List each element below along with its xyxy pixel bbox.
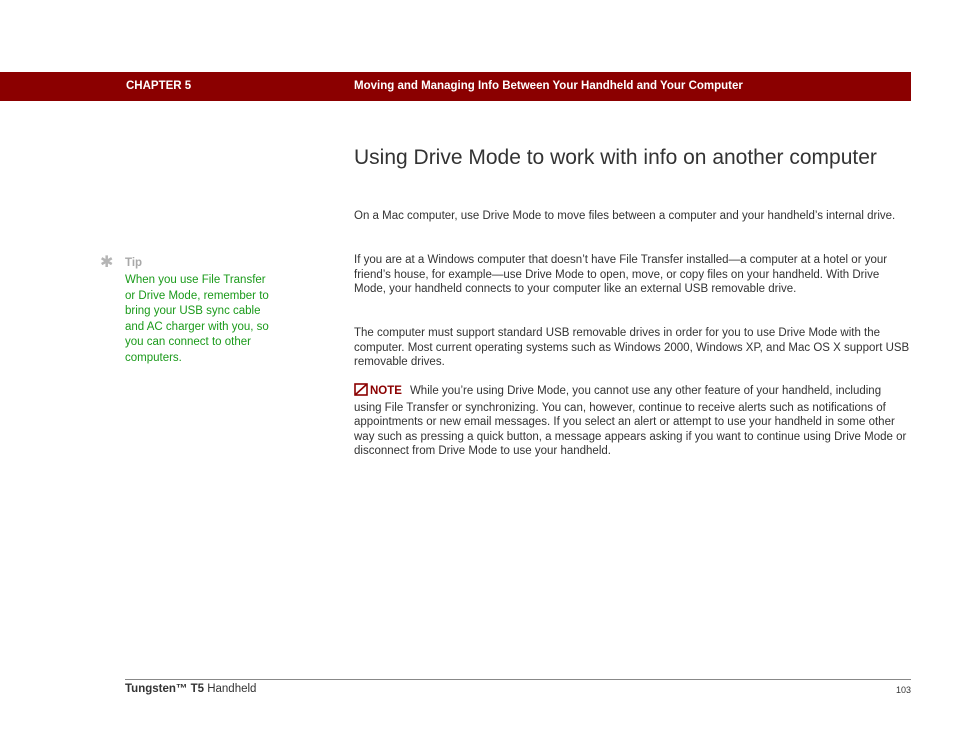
tip-label: Tip	[125, 257, 143, 269]
tip-text: When you use File Transfer or Drive Mode, remember to bring your USB sync cable and AC charger with you, so you can connect to other computers.	[125, 274, 269, 364]
asterisk-icon: ✱	[100, 254, 114, 271]
paragraph-requirements: The computer must support standard USB removable drives in order for you to use Drive Mode with the computer. Most current operating systems such as Windows 2000, Windows XP, and Mac OS X support USB removable drives.	[354, 327, 910, 368]
note-icon	[354, 383, 368, 401]
section-heading: Using Drive Mode to work with info on another computer	[354, 146, 877, 169]
footer-product-name	[125, 683, 256, 695]
footer-divider	[125, 679, 911, 680]
chapter-number: CHAPTER 5	[126, 80, 192, 92]
page-number: 103	[895, 685, 911, 695]
note-paragraph	[354, 383, 910, 459]
footer-product-suffix: Handheld	[204, 683, 257, 695]
paragraph-windows: If you are at a Windows computer that doesn’t have File Transfer installed—a computer at a hotel or your friend’s house, for example—use Drive Mode to open, move, or copy files on your handheld. With Drive Mode, your handheld connects to your computer like an external USB removable drive.	[354, 254, 888, 295]
footer-product-brand: Tungsten™ T5	[125, 683, 205, 695]
note-text: While you’re using Drive Mode, you cannot use any other feature of your handheld, including using File Transfer or synchronizing. You can, however, continue to receive alerts such as notifications of appointments or new email messages. If you select an alert or attempt to use your handheld in some other way such as pressing a quick button, a message appears asking if you want to continue using Drive Mode or disconnect from Drive Mode to use your handheld.	[354, 385, 907, 457]
chapter-header-bar	[0, 72, 911, 101]
note-label: NOTE	[370, 385, 402, 397]
paragraph-mac: On a Mac computer, use Drive Mode to move files between a computer and your handheld’s internal drive.	[354, 210, 896, 222]
chapter-title: Moving and Managing Info Between Your Handheld and Your Computer	[354, 80, 743, 92]
